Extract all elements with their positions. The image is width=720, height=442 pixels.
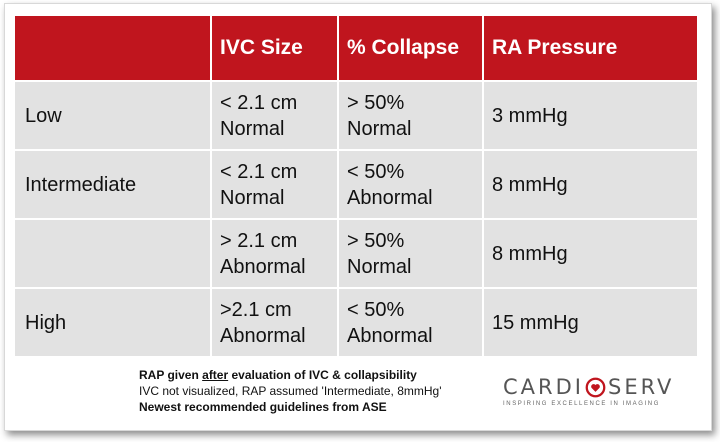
- collapse-status: Abnormal: [347, 324, 433, 347]
- collapse-cell: [338, 288, 483, 356]
- collapse-status: Normal: [347, 255, 412, 278]
- footnote-guidelines: Newest recommended guidelines from ASE: [139, 400, 387, 414]
- collapse-cell: [338, 81, 483, 150]
- table-row: [15, 288, 697, 356]
- ra-pressure-cell: 8 mmHg: [483, 150, 697, 219]
- logo-text-serv: SERV: [607, 375, 675, 399]
- logo-text-cardi: CARDI: [503, 375, 584, 399]
- footnote-text: RAP given: [139, 368, 203, 382]
- footnote-rap-after: [139, 367, 442, 383]
- ra-pressure-cell: 3 mmHg: [483, 81, 697, 150]
- collapse-value: < 50%: [347, 160, 405, 183]
- row-label: Low: [15, 81, 211, 150]
- ivc-size-value: >2.1 cm: [220, 298, 292, 321]
- collapse-cell: [338, 219, 483, 288]
- ivc-size-status: Abnormal: [220, 255, 306, 278]
- logo-tagline: INSPIRING EXCELLENCE IN IMAGING: [503, 401, 660, 407]
- ivc-size-cell: [211, 219, 338, 288]
- ivc-size-status: Abnormal: [220, 324, 306, 347]
- footnote-ivc-not-visualized: IVC not visualized, RAP assumed 'Intermediate, 8mmHg': [139, 384, 442, 398]
- ivc-size-cell: [211, 288, 338, 356]
- slide-card: [4, 3, 712, 431]
- cardioserv-logo: [503, 376, 693, 416]
- ra-pressure-table: [15, 16, 697, 356]
- collapse-value: > 50%: [347, 91, 405, 114]
- table-header-row: [15, 16, 697, 81]
- row-label: [15, 219, 211, 288]
- table-row: [15, 81, 697, 150]
- header-ra-pressure: RA Pressure: [483, 16, 697, 81]
- table-row: [15, 150, 697, 219]
- collapse-status: Normal: [347, 117, 412, 140]
- collapse-cell: [338, 150, 483, 219]
- ra-pressure-cell: 15 mmHg: [483, 288, 697, 356]
- collapse-value: < 50%: [347, 298, 405, 321]
- collapse-value: > 50%: [347, 229, 405, 252]
- collapse-status: Abnormal: [347, 186, 433, 209]
- header-collapse: % Collapse: [338, 16, 483, 81]
- footnotes: [139, 367, 442, 415]
- ivc-size-value: < 2.1 cm: [220, 160, 298, 183]
- header-ivc-size: IVC Size: [211, 16, 338, 81]
- ivc-size-status: Normal: [220, 117, 285, 140]
- footnote-text: evaluation of IVC & collapsibility: [228, 368, 417, 382]
- footnote-emphasis: after: [202, 368, 229, 382]
- header-category: [15, 16, 211, 81]
- ivc-size-value: > 2.1 cm: [220, 229, 298, 252]
- ivc-size-status: Normal: [220, 186, 285, 209]
- ivc-size-cell: [211, 150, 338, 219]
- ivc-size-cell: [211, 81, 338, 150]
- logo-wordmark: [503, 376, 693, 398]
- table-row: [15, 219, 697, 288]
- ra-pressure-cell: 8 mmHg: [483, 219, 697, 288]
- row-label: Intermediate: [15, 150, 211, 219]
- row-label: High: [15, 288, 211, 356]
- ivc-size-value: < 2.1 cm: [220, 91, 298, 114]
- heart-o-icon: [585, 377, 606, 398]
